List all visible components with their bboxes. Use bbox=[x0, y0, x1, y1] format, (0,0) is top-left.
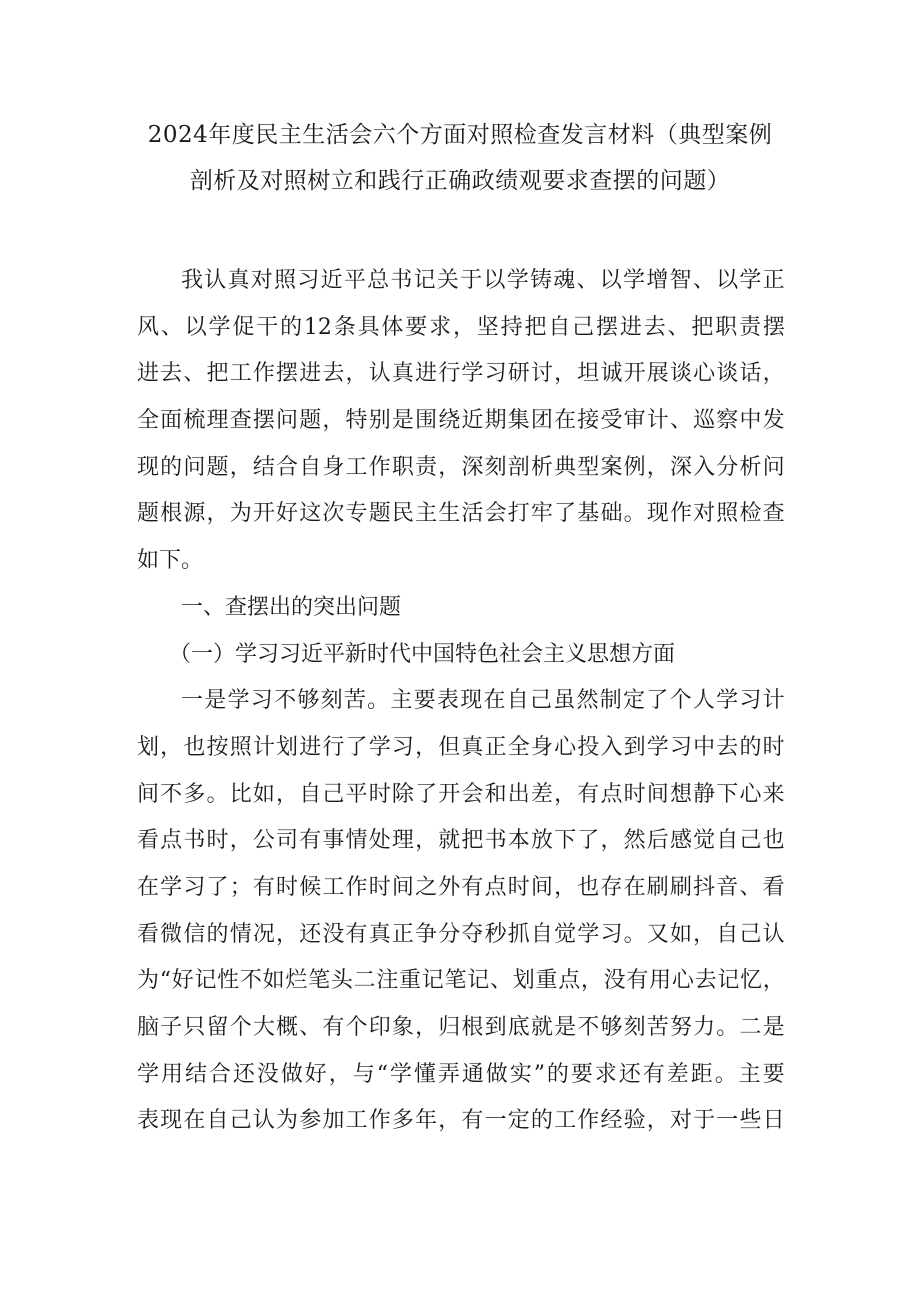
body-text-line: 题 根 源 ， 为 开 好 这 次 专 题 民 主 生 活 会 打 牢 了 基 础 。 现 作 对 照 检 查 bbox=[137, 501, 785, 527]
body-text-line: 现 的 问 题 ， 结 合 自 身 工 作 职 责 ， 深 刻 剖 析 典 型 案 例 ， 深 入 分 析 问 bbox=[137, 454, 785, 480]
body-text-line: 划 ， 也 按 照 计 划 进 行 了 学 习 ， 但 真 正 全 身 心 投 入 到 学 习 中 去 的 时 bbox=[137, 734, 785, 760]
body-text-line: 风 、 以 学 促 干 的 12 条 具 体 要 求 ， 坚 持 把 自 己 摆 进 去 、 把 职 责 摆 bbox=[137, 314, 785, 340]
body-text-line: 我 认 真 对 照 习 近 平 总 书 记 关 于 以 学 铸 魂 、 以 学 增 智 、 以 学 正 bbox=[181, 268, 785, 293]
body-text-line: 一、查摆出的突出问题 bbox=[181, 594, 402, 620]
body-text-line: （一）学习习近平新时代中国特色社会主义思想方面 bbox=[169, 641, 676, 667]
body-text-line: 表 现 在 自 己 认 为 参 加 工 作 多 年 ， 有 一 定 的 工 作 经 验 ， 对 于 一 些 日 bbox=[137, 1108, 785, 1134]
body-text-line: 全 面 梳 理 查 摆 问 题 ， 特 别 是 围 绕 近 期 集 团 在 接 受 审 计 、 巡 察 中 发 bbox=[137, 408, 785, 434]
body-text-line: 间 不 多 。 比 如 ， 自 己 平 时 除 了 开 会 和 出 差 ， 有 点 时 间 想 静 下 心 来 bbox=[137, 781, 785, 807]
body-text-line: 学 用 结 合 还 没 做 好 ， 与 “ 学 懂 弄 通 做 实 ” 的 要 求 还 有 差 距 。 主 要 bbox=[137, 1061, 785, 1087]
document-title-line-1: 2024年度民主生活会六个方面对照检查发言材料（典型案例 bbox=[147, 122, 773, 148]
body-text-line: 为 “ 好 记 性 不 如 烂 笔 头 二 注 重 记 笔 记 、 划 重 点 ， 没 有 用 心 去 记 忆 ， bbox=[137, 968, 785, 994]
body-text-line: 看 点 书 时 ， 公 司 有 事 情 处 理 ， 就 把 书 本 放 下 了 ， 然 后 感 觉 自 己 也 bbox=[137, 828, 785, 854]
document-title-line-2: 剖析及对照树立和践行正确政绩观要求查摆的问题） bbox=[189, 168, 731, 194]
document-body bbox=[137, 258, 785, 1145]
body-text-line: 看 微 信 的 情 况 ， 还 没 有 真 正 争 分 夺 秒 抓 自 觉 学 习 。 又 如 ， 自 己 认 bbox=[137, 921, 785, 947]
body-text-line: 脑 子 只 留 个 大 概 、 有 个 印 象 ， 归 根 到 底 就 是 不 够 刻 苦 努 力 。 二 是 bbox=[137, 1015, 785, 1040]
body-text-line: 一 是 学 习 不 够 刻 苦 。 主 要 表 现 在 自 己 虽 然 制 定 了 个 人 学 习 计 bbox=[181, 688, 785, 714]
body-text-line: 如下。 bbox=[137, 548, 204, 574]
body-text-line: 进 去 、 把 工 作 摆 进 去 ， 认 真 进 行 学 习 研 讨 ， 坦 诚 开 展 谈 心 谈 话 ， bbox=[137, 361, 785, 387]
body-text-line: 在 学 习 了 ； 有 时 候 工 作 时 间 之 外 有 点 时 间 ， 也 存 在 刷 刷 抖 音 、 看 bbox=[137, 874, 785, 900]
